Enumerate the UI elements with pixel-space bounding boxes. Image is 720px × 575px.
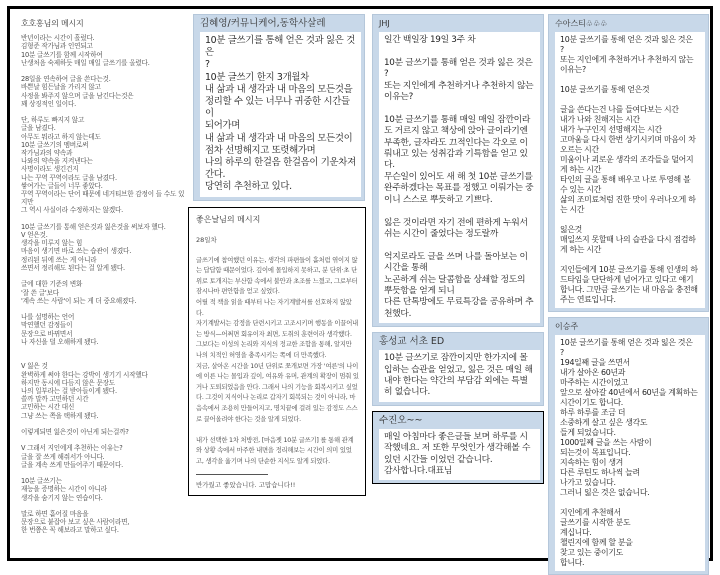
chat-bubble-sujin [372,411,544,485]
left-message [21,20,189,535]
chat-message: 10분 글쓰기를 통해 얻은 것과 잃은 것은 ? 10분 글쓰기 한지 3개월차 내 삶과 내 생각과 내 마음의 모든것을 정리할 수 있는 너무나 귀중한 시간들이 되어가며 내 삶과 내 생각과 내 마음의 모든것이 점차 선명해지고 또렷해가며 나의 하루의 한걸음 한걸음이 기운차져 간다. 당연히 추천하고 있다. [200,32,361,197]
chat-bubble-hong [372,332,544,406]
good-day-closing: 반가웠고 좋았습니다. 고맙습니다!! [196,480,296,489]
chat-sender: 이승주 [555,322,579,331]
chat-sender: 수아스티♧♧♧ [555,19,608,28]
chat-message: 10분 글쓰기를 통해 얻은 것과 잃은 것은 ? 또는 지인에게 추천하거나 추천하지 않는 이유는? 10분 글쓰기를 통해 얻은것 글을 쓴다는건 나를 들여다보는 시간 내가 나와 친해지는 시간 내가 누구인지 선명해지는 시간 고마움을 다시 한번 상기시키며 마음이 차오르는 시간 미움이나 괴로운 생각의 조각들을 덜어지게 하는 시간 타인의 글을 통해 배우고 나로 투영해 볼 수 있는 시간 삶의 조미료처럼 진한 맛이 우러나오게 하는 시간 잃은것 매일쓰지 못할때 나의 습관을 다시 점검하게 하는 시간 지인들에게 10분 글쓰기를 통해 인생의 하드타임을 단단하게 넘어가고 있다고 얘기합니다. 그만큼 글쓰기는 내 마음을 충전해주는 연료입니다. [555,32,705,308]
left-message-title: 호호홍님의 메시지 [21,19,84,28]
middle-column [188,14,368,496]
right-column [548,14,709,575]
chat-bubble-jhj [372,14,544,327]
chat-bubble-kim [193,14,365,201]
divider [196,474,268,475]
chat-sender: 수진오~~ [379,414,423,426]
chat-sender: JHJ [379,19,390,28]
chat-message: 매일 아침마다 좋은글들 보며 하루를 시작했네요. 저 또한 무엇인가 생각해볼 수 있던 시간들 이었던 같습니다. 감사합니다.대표님 [379,429,540,481]
good-day-title: 좋은날님의 메시지 [196,214,261,224]
chat-message: 10분 글쓰기를 통해 얻은 것과 잃은 것은 ? 194일째 글을 쓰면서 내가 살아온 60년과 마주하는 시간이었고 앞으로 살아갈 40년에서 60년을 계획하는 시간이기도 합니다. 하루 하루를 조금 더 소중하게 살고 싶은 생각도 들게 되었습니다. 1000일째 글을 쓰는 사람이 되는것이 목표입니다. 지속하는 힘이 생겨 다른 루틴도 하나씩 늘려 나가고 있습니다. 그러니 잃은 것은 없습니다. 지인에게 추천해서 글쓰기를 시작한 분도 계십니다. 챌린지에 함께 할 분을 찾고 있는 중이기도 합니다. [555,335,705,571]
chat-sender: 김혜영/커뮤니케어,동학사살레 [200,18,326,29]
chat-sender: 홍성교 서초 ED [379,336,445,348]
chat-bubble-lee [548,317,709,575]
chat-message: 10분 글쓰기로 잠깐이지만 한가지에 몰입하는 습관을 얻었고, 잃은 것은 매일 해내야 한다는 약간의 부담감 외에는 특별히 없습니다. [379,350,540,402]
good-day-body: 글쓰기에 참여했던 이유는, 생각의 파편들이 흩처럼 엮이지 않는 답답함 때문이었다. 깊이에 몰입하지 못하고, 분 단위·초 단위로 토개지는 부산함 속에서 불안과 초조를 느꼈고, 그로부터 잠시나마 편안함을 얻고 싶었다. 어릴 적 책을 읽을 때부터 나는 자기계발서를 선호하지 않았다. 자기계발서는 감정을 단련시키고 고조시키며 행동을 이끌어내는 방식—어쩌면 회유이자 최면, 도취의 훈련이라 생각했다. 그보다는 이성의 논리와 지식의 정교한 조합을 통해, 알지만 나의 치적인 허영을 충족시키는 쪽에 더 만족했다. 지금, 살아온 시간을 10년 단위로 쪼개보면 가장 '여른'의 나이에 이른 나는 몰입과 깊이, 여유와 유머, 관계의 확장이 멈춰 있거나 도퇴되었음을 안다. 그래서 나의 기능을 회복시키고 싶었다. 그것이 지식이나 논리로 갑자기 회복되는 것이 아니라, 마음속에서 조용히 만들어지고, 명치끝에 걸려 있는 감정도 스스로 끌어올려야 한다는 것을 알게 되었다. 내가 선택한 1차 처방전, [마음젯 10분 글쓰기] 를 통해 관계와 상황 속에서 마주한 내면을 정리해보는 시간이 의미 있었고, 생각을 옮기며 나의 단순한 지식도 알게 되었다. [196,256,359,465]
chat-bubble-sua [548,14,709,312]
third-column [372,14,544,484]
good-day-day: 28일차 [196,235,217,244]
good-day-message [188,207,366,496]
left-message-body: 반년이라는 시간이 흘렀다. 김형준 작가님과 인연되고 10분 글쓰기를 함께 시작하여 난생처음 숙제하듯 매일 매일 글쓰기를 올렸다. 28일을 연속하여 글을 쓴다는것. 바쁜날 힘든날을 가리지 않고 사정을 봐주지 않으며 글을 남긴다는것은 꽤 상징적인 일이다. 단, 하루도 빠지지 않고 글을 남겼다. 아무도 뭐라고 하지 않는데도 10분 글쓰기의 멤버로써 작가님과의 약속과 나와의 약속을 지켜낸다는 사명이라도 생긴건지 나는 꾸역 꾸역이라도 글을 남겼다. 쌓여가는 글들이 너무 좋았다. 꾸역 꾸역이라는 단어 때문에 네거티브한 감정이 들 수도 있지만 그 역시 사실이라 수정하지는 않겠다. 10분 글쓰기를 통해 얻은것과 잃은것을 써보자 했다. V 얻은것. 생각을 미루지 않는 힘 마음이 생기면 바로 쓰는 습관이 생겼다. 정리된 뒤에 쓰는 게 아니라 쓰면서 정리해도 된다는 걸 알게 됐다. 글에 대한 기준의 변화 '잘 쓴 글'보다 '계속 쓰는 사람'이 되는 게 더 중요해졌다. 나를 설명하는 언어 막연했던 감정들이 문장으로 바뀌면서 나 자신을 덜 오해하게 됐다. V 잃은 것 완벽하게 써야 한다는 강박이 생기기 시작했다 하지만 동시에 다듬지 않은 문장도 나의 일부라는 걸 받아들이게 됐다. 쓸까 말까 고민하던 시간 고민하는 시간 대신 그냥 쓰는 쪽을 택하게 됐다. 이렇게되면 잃은것이 아닌게 되는걸까? V 그래서 지인에게 추천하는 이유는? 글을 잘 쓰게 해줘서가 아니다. 글을 계속 쓰게 만들어주기 때문이다. 10분 글쓰기는 재능을 증명하는 시간이 아니라 생각을 숨기지 않는 연습이다. 말로 하면 흩어질 마음을 문장으로 붙잡아 보고 싶은 사람이라면, 한 번쯤은 꼭 해보라고 말하고 싶다. [21,34,185,535]
chat-message: 일간 백일장 19일 3주 차 10분 글쓰기를 통해 얻은 것과 잃은 것은 ? 또는 지인에게 추천하거나 추천하지 않는 이유는? 10분 글쓰기를 통해 매일 매일 잠깐이라도 거르지 않고 책상에 앉아 글이라기엔 부족한, 글자라도 끄적인다는 각오로 이뤄내고 있는 성취감과 기특함을 얻고 있다. 무슨일이 있어도 새 해 첫 10분 글쓰기를 완주하겠다는 목표를 정했고 이뤄가는 중이니 스스로 뿌듯하고 기쁘다. 잃은 것이라면 자기 전에 편하게 누워서 쉬는 시간이 줄었다는 정도랄까 억지로라도 글을 쓰며 나를 돌아보는 이 시간을 통해 노곤하게 쉬는 달콤함을 상쇄할 정도의 뿌듯함을 얻게 되니 다른 단톡방에도 무료특강을 공유하며 추천했다. [379,32,540,323]
